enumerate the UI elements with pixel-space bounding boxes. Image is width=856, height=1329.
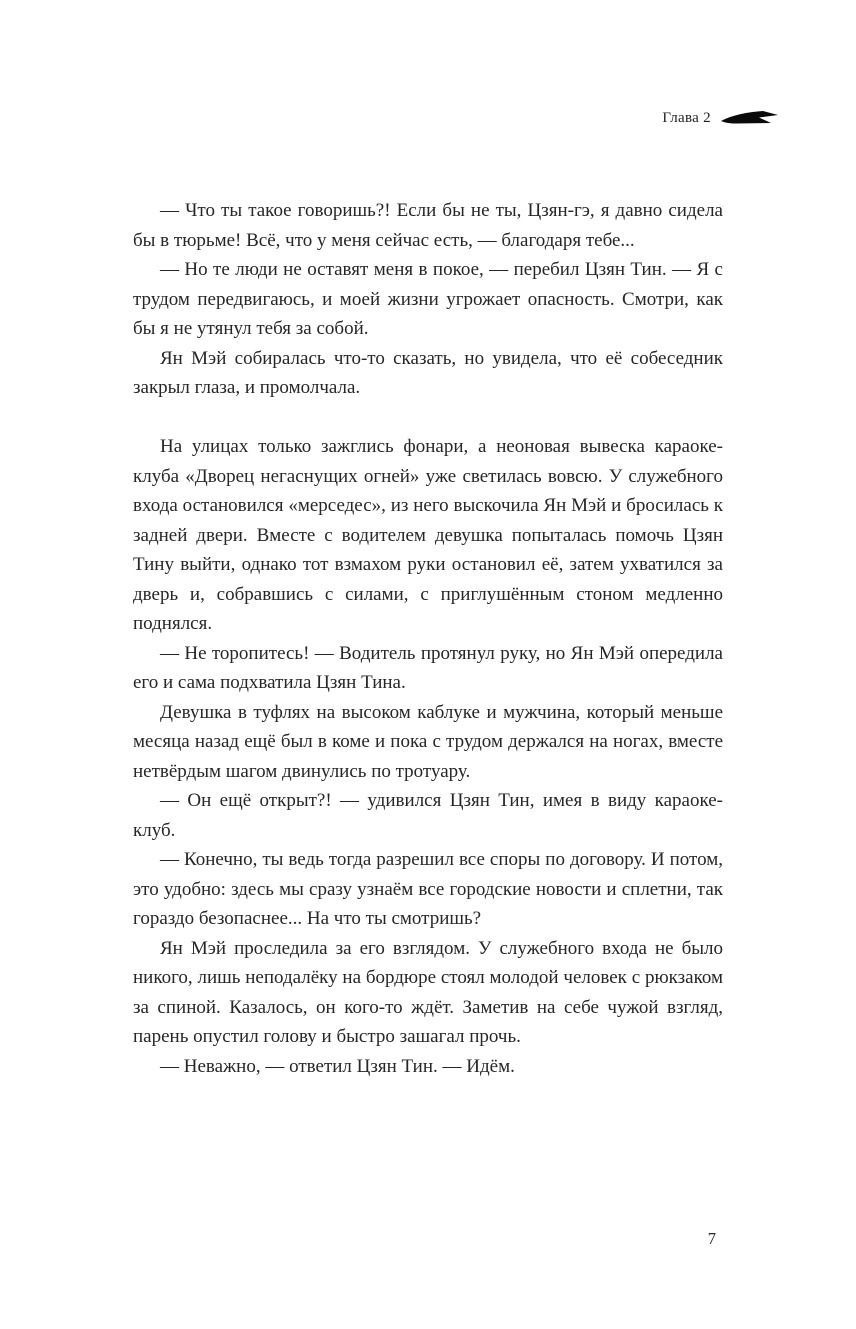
page-header	[662, 109, 780, 127]
paragraph: Ян Мэй собиралась что-то сказать, но увидела, что её собеседник закрыл глаза, и промолчала.	[133, 347, 723, 398]
page-number: 7	[707, 1229, 716, 1248]
paragraph: — Он ещё открыт?! — удивился Цзян Тин, имея в виду караоке-клуб.	[133, 790, 723, 841]
paragraph: — Неважно, — ответил Цзян Тин. — Идём.	[160, 1055, 515, 1077]
paragraph: На улицах только зажглись фонари, а неоновая вывеска караоке-клуба «Дворец негаснущих огней» уже светилась вовсю. У служебного входа остановился «мерседес», из него выскочила Ян Мэй и бросилась к задней двери. Вместе с водителем девушка попыталась помочь Цзян Тину выйти, однако тот взмахом руки остановил её, затем ухватился за дверь и, собравшись с силами, с приглушённым стоном медленно поднялся.	[133, 436, 723, 634]
paragraph: — Но те люди не оставят меня в покое, — перебил Цзян Тин. — Я с трудом передвигаюсь, и моей жизни угрожает опасность. Смотри, как бы я не утянул тебя за собой.	[133, 259, 723, 339]
paragraph: Ян Мэй проследила за его взглядом. У служебного входа не было никого, лишь неподалёку на бордюре стоял молодой человек с рюкзаком за спиной. Казалось, он кого-то ждёт. Заметив на себе чужой взгляд, парень опустил голову и быстро зашагал прочь.	[133, 937, 723, 1047]
text-body	[133, 196, 723, 1081]
paragraph: — Не торопитесь! — Водитель протянул руку, но Ян Мэй опередила его и сама подхватила Цзян Тина.	[133, 642, 723, 693]
paragraph: Девушка в туфлях на высоком каблуке и мужчина, который меньше месяца назад ещё был в коме и пока с трудом держался на ногах, вместе нетвёрдым шагом двинулись по тротуару.	[133, 701, 723, 782]
paragraph: — Что ты такое говоришь?! Если бы не ты, Цзян-гэ, я давно сидела бы в тюрьме! Всё, что у меня сейчас есть, — благодаря тебе...	[133, 200, 723, 251]
chapter-label: Глава 2	[662, 109, 711, 126]
paragraph: — Конечно, ты ведь тогда разрешил все споры по договору. И потом, это удобно: здесь мы сразу узнаём все городские новости и сплетни, так гораздо безопаснее... На что ты смотришь?	[133, 849, 723, 929]
chapter-ornament-icon	[720, 109, 780, 127]
